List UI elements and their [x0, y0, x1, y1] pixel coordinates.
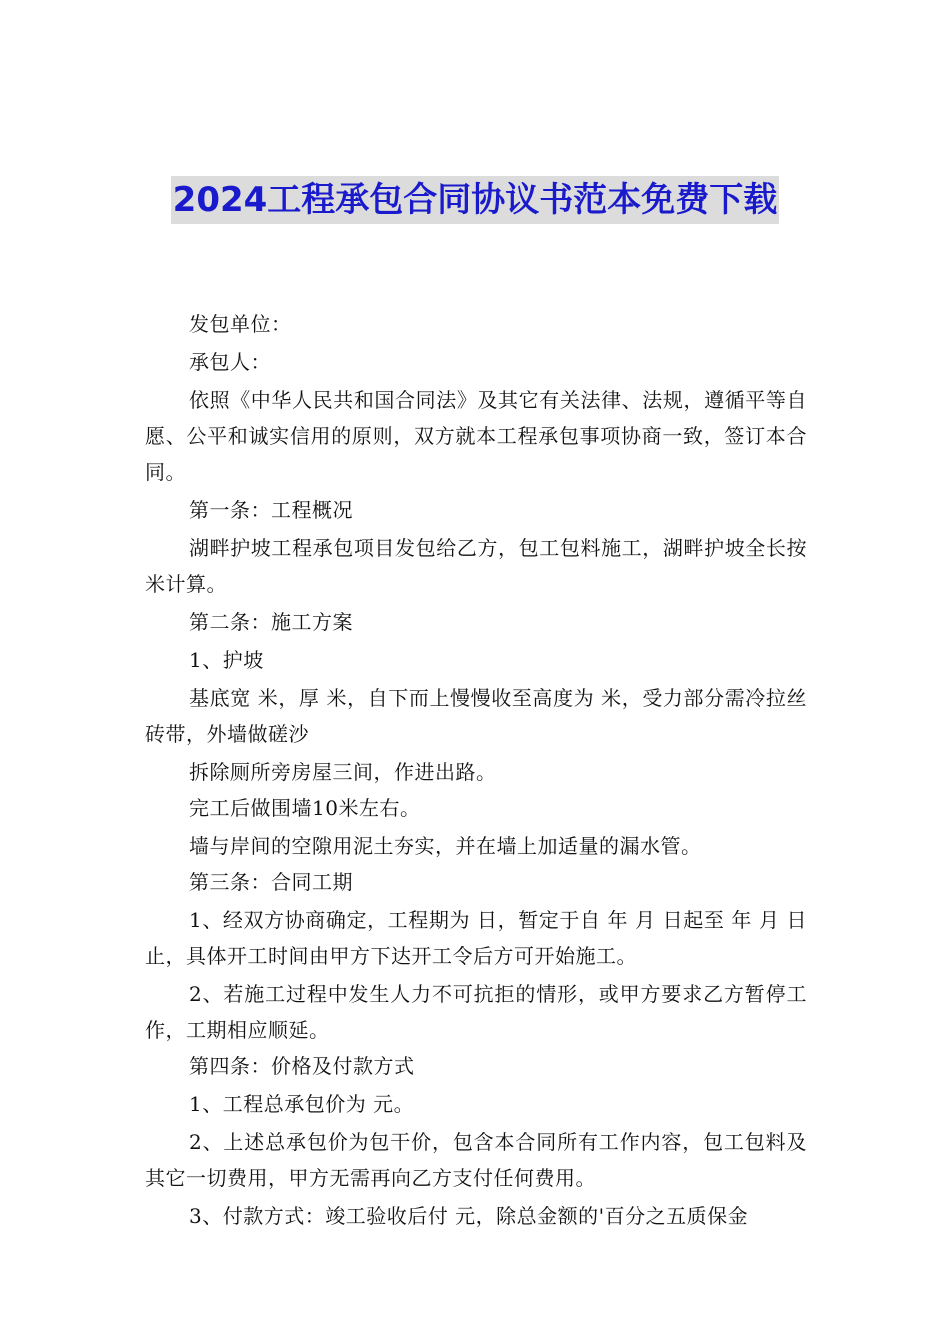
- paragraph-payment-terms: 3、付款方式：竣工验收后付 元，除总金额的'百分之五质保金: [189, 1204, 749, 1228]
- item-slope-protection: 1、护坡: [189, 648, 264, 672]
- paragraph-issuer: 发包单位：: [189, 312, 292, 336]
- paragraph-contractor: 承包人：: [189, 350, 271, 374]
- paragraph-force-majeure: 2、若施工过程中发生人力不可抗拒的情形，或甲方要求乙方暂停工作，工期相应顺延。: [145, 982, 807, 1042]
- paragraph-demolition: 拆除厕所旁房屋三间，作进出路。: [189, 760, 497, 784]
- title-area: [0, 176, 950, 224]
- paragraph-schedule: 1、经双方协商确定，工程期为 日，暂定于自 年 月 日起至 年 月 日止，具体开工时间由甲方下达开工令后方可开始施工。: [145, 908, 807, 968]
- document-title: 2024工程承包合同协议书范本免费下载: [171, 176, 780, 224]
- paragraph-foundation: 基底宽 米，厚 米，自下而上慢慢收至高度为 米，受力部分需冷拉丝砖带，外墙做磋沙: [145, 686, 807, 746]
- article-1-heading: 第一条：工程概况: [189, 498, 353, 522]
- paragraph-lump-sum: 2、上述总承包价为包干价，包含本合同所有工作内容，包工包料及其它一切费用，甲方无需再向乙方支付任何费用。: [145, 1130, 807, 1190]
- article-4-heading: 第四条：价格及付款方式: [189, 1054, 415, 1078]
- paragraph-wall: 完工后做围墙10米左右。: [189, 796, 421, 820]
- document-body: [145, 306, 807, 1234]
- article-2-heading: 第二条：施工方案: [189, 610, 353, 634]
- paragraph-total-price: 1、工程总承包价为 元。: [189, 1092, 415, 1116]
- paragraph-project-overview: 湖畔护坡工程承包项目发包给乙方，包工包料施工，湖畔护坡全长按 米计算。: [145, 536, 807, 596]
- paragraph-preamble: 依照《中华人民共和国合同法》及其它有关法律、法规，遵循平等自愿、公平和诚实信用的原则，双方就本工程承包事项协商一致，签订本合同。: [145, 388, 807, 484]
- paragraph-backfill: 墙与岸间的空隙用泥土夯实，并在墙上加适量的漏水管。: [189, 834, 702, 858]
- article-3-heading: 第三条：合同工期: [189, 870, 353, 894]
